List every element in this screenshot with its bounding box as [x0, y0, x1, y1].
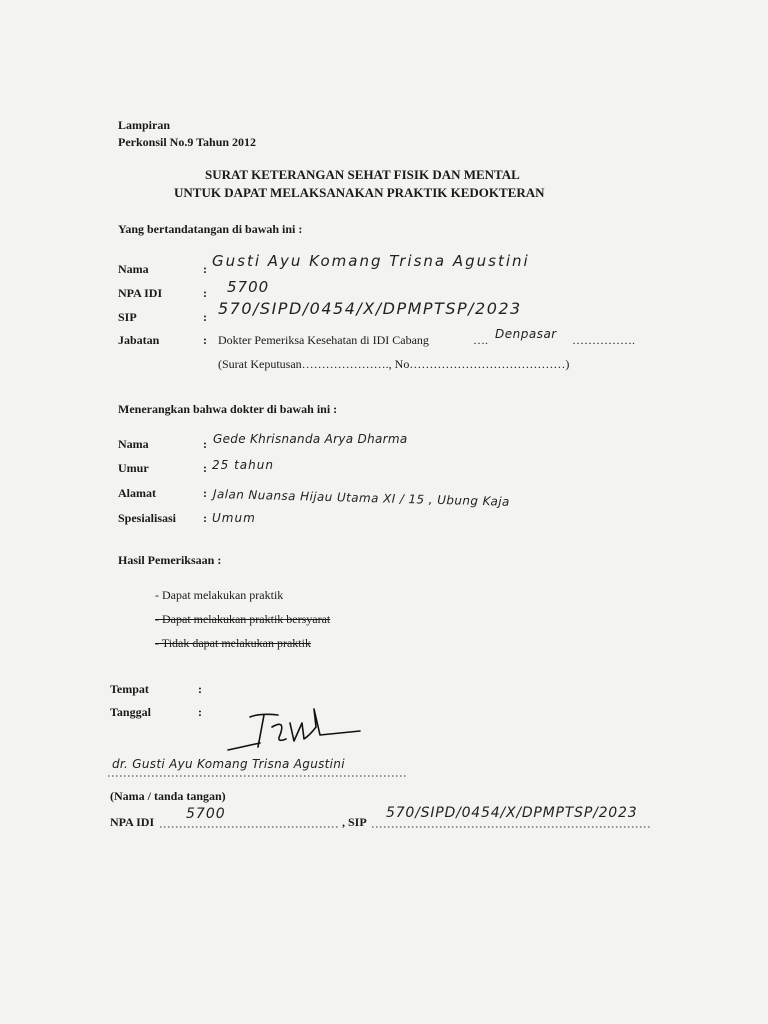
title-line-1: SURAT KETERANGAN SEHAT FISIK DAN MENTAL	[205, 167, 520, 182]
signer-nama-label: Nama	[118, 262, 149, 276]
nama-tanda-tangan: (Nama / tanda tangan)	[110, 789, 226, 803]
colon: :	[203, 333, 207, 347]
patient-umur-label: Umur	[118, 461, 149, 475]
colon: :	[203, 262, 207, 276]
title-line-2: UNTUK DAPAT MELAKSANAKAN PRAKTIK KEDOKTERAN	[174, 185, 545, 200]
footer-sip-label: , SIP	[342, 815, 367, 829]
hasil-heading: Hasil Pemeriksaan :	[118, 553, 222, 567]
colon: :	[203, 437, 207, 451]
tanggal-label: Tanggal	[110, 705, 151, 719]
colon: :	[203, 486, 207, 500]
patient-alamat-label: Alamat	[118, 486, 156, 500]
hasil-option-dapat: - Dapat melakukan praktik	[155, 588, 284, 602]
header-lampiran: Lampiran	[118, 118, 171, 132]
intro-text: Yang bertandatangan di bawah ini :	[118, 222, 303, 236]
signer-jabatan-label: Jabatan	[118, 333, 160, 347]
patient-nama-label: Nama	[118, 437, 149, 451]
signer-npa-value: 5700	[227, 278, 270, 296]
patient-spesialisasi-label: Spesialisasi	[118, 511, 177, 525]
signer-jabatan-text: Dokter Pemeriksa Kesehatan di IDI Cabang	[218, 333, 429, 347]
menerangkan-text: Menerangkan bahwa dokter di bawah ini :	[118, 402, 338, 416]
patient-nama-value: Gede Khrisnanda Arya Dharma	[213, 432, 408, 446]
signer-jabatan-value: Denpasar	[495, 327, 557, 341]
patient-alamat-value: Jalan Nuansa Hijau Utama XI / 15 , Ubung Kaja	[212, 487, 510, 509]
colon: :	[203, 461, 207, 475]
signature-scribble	[220, 705, 370, 755]
tempat-label: Tempat	[110, 682, 149, 696]
jabatan-dots-before: ….	[473, 333, 488, 347]
footer-npa-value: 5700	[186, 806, 226, 822]
footer-sip-dotted-line	[372, 825, 652, 829]
signer-nama-value: Gusti Ayu Komang Trisna Agustini	[212, 252, 530, 270]
jabatan-dots-after: …………….	[572, 333, 635, 347]
colon: :	[203, 286, 207, 300]
signer-sk-text: (Surat Keputusan…………………., No…………………………………)	[218, 357, 570, 371]
colon: :	[198, 682, 202, 696]
colon: :	[198, 705, 202, 719]
footer-npa-label: NPA IDI	[110, 815, 155, 829]
hasil-option-bersyarat: - Dapat melakukan praktik bersyarat	[155, 612, 331, 626]
patient-spesialisasi-value: Umum	[212, 511, 256, 525]
signature-name: dr. Gusti Ayu Komang Trisna Agustini	[112, 757, 345, 771]
colon: :	[203, 310, 207, 324]
signer-sip-value: 570/SIPD/0454/X/DPMPTSP/2023	[218, 299, 522, 318]
patient-umur-value: 25 tahun	[212, 458, 274, 472]
colon: :	[203, 511, 207, 525]
footer-npa-dotted-line	[160, 825, 340, 829]
hasil-option-tidak: - Tidak dapat melakukan praktik	[155, 636, 311, 650]
footer-sip-value: 570/SIPD/0454/X/DPMPTSP/2023	[386, 805, 638, 821]
signer-npa-label: NPA IDI	[118, 286, 163, 300]
signer-sip-label: SIP	[118, 310, 137, 324]
header-perkonsil: Perkonsil No.9 Tahun 2012	[118, 135, 257, 149]
signature-dotted-line	[108, 774, 408, 778]
